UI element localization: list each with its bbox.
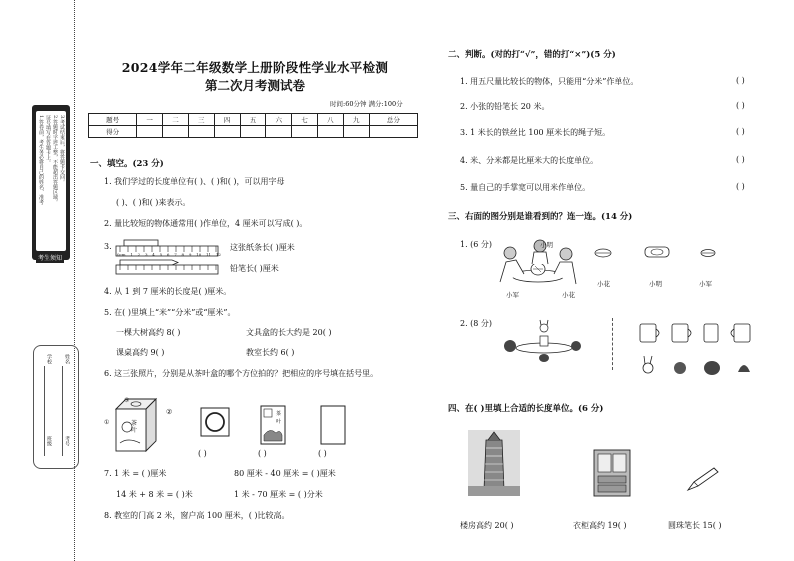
section1-heading: 一、填空。(23 分) [90, 159, 164, 169]
cut-line [74, 0, 75, 561]
question-2: 2. 量比较短的物体通常用( )作单位，4 厘米可以写成( )。 [104, 219, 308, 228]
table-cell: 二 [163, 114, 189, 126]
table-cell: 总分 [369, 114, 417, 126]
ruler-tick-label: 8 [181, 252, 185, 257]
judge-item-2: 2. 小张的铅笔长 20 米。 [460, 102, 550, 111]
question-4: 4. 从 1 到 7 厘米的长度是( )厘米。 [104, 287, 232, 296]
animals-table-scene [500, 320, 582, 362]
svg-text:茶: 茶 [276, 411, 282, 417]
score-cell[interactable] [292, 126, 318, 138]
pen-image [686, 466, 720, 492]
ruler-tick-label: 4 [152, 252, 155, 257]
score-table-row [89, 126, 418, 138]
question-7a2: 80 厘米 - 40 厘米 = ( )厘米 [234, 469, 336, 478]
tea-box-side-view [320, 405, 346, 445]
question-5a: 一棵大树高约 8( ) [116, 328, 181, 337]
view-a-label: 小花 [597, 280, 610, 288]
question-1a: 1. 我们学过的长度单位有( )、( )和( )，可以用字母 [104, 177, 285, 186]
notice-line: 3.考试结束后，将答题卡交回。 [59, 115, 65, 185]
score-table [88, 113, 418, 138]
ruler-tick-label: 10 [196, 252, 202, 257]
animals-row [640, 354, 760, 378]
judge-answer-2[interactable]: ( ) [736, 101, 745, 110]
building-image [468, 430, 520, 496]
binding-strip [0, 0, 86, 561]
label-xiaohua: 小花 [562, 291, 575, 299]
question-5c: 课桌高约 9( ) [116, 348, 165, 357]
question-3-pencil: 铅笔长( )厘米 [230, 264, 279, 273]
score-cell[interactable] [369, 126, 417, 138]
label-name: 姓名 [64, 354, 70, 364]
question-6: 6. 这三张照片，分别是从茶叶盒的哪个方位拍的？把相应的序号填在括号里。 [104, 369, 379, 378]
ruler-tick-label: 9 [188, 252, 192, 257]
view-b-shape [644, 244, 670, 260]
notice-box [32, 105, 70, 260]
question-1b: ( )、( )和( )来表示。 [116, 198, 191, 207]
ruler-tick-label: 5 [159, 252, 163, 257]
page-subtitle: 第二次月考测试卷 [204, 78, 305, 93]
label-xiaojun: 小军 [506, 291, 519, 299]
section2-heading: 二、判断。(对的打“√”，错的打“×”)(5 分) [448, 50, 616, 60]
caption-building: 楼房高约 20( ) [460, 521, 514, 530]
ruler-tick-label: 7 [174, 252, 177, 257]
divider [612, 318, 613, 370]
view-c-shape [700, 248, 716, 258]
question-3-strip: 这张纸条长( )厘米 [230, 243, 295, 252]
score-cell[interactable] [137, 126, 163, 138]
table-cell: 七 [292, 114, 318, 126]
label-school: 学校 [46, 354, 52, 364]
children-table-scene [488, 238, 578, 294]
ruler-tick-label: 11 [206, 252, 212, 257]
question-8: 8. 教室的门高 2 米，窗户高 100 厘米，( )比较高。 [104, 511, 290, 520]
tea-box-top-view [200, 407, 230, 437]
table-cell: 四 [214, 114, 240, 126]
ruler-tick-label: 0cm [117, 252, 126, 257]
score-cell[interactable] [240, 126, 266, 138]
question-3-number: 3. [104, 242, 112, 251]
box-mark-1: ① [104, 419, 110, 426]
page-title: 2024学年二年级数学上册阶段性学业水平检测 [121, 60, 389, 75]
score-cell[interactable] [318, 126, 344, 138]
section4-heading: 四、在( )里填上合适的长度单位。(6 分) [448, 404, 604, 414]
tea-box-front-view [260, 405, 286, 445]
table-cell: 三 [188, 114, 214, 126]
view-b-label: 小明 [649, 280, 662, 288]
question-7b2: 1 米 - 70 厘米 = ( )分米 [234, 490, 323, 499]
score-cell[interactable] [266, 126, 292, 138]
ruler-tick-label: 2 [137, 252, 141, 257]
view-3-answer[interactable]: ( ) [318, 449, 327, 458]
judge-answer-5[interactable]: ( ) [736, 182, 745, 191]
label-xiaoming: 小明 [540, 241, 553, 249]
question-5b: 文具盒的长大约是 20( ) [246, 328, 332, 337]
view-c-label: 小军 [699, 280, 712, 288]
cups-row [638, 322, 762, 344]
ruler-tick-label: 1 [130, 252, 133, 257]
time-score: 时间:60分钟 满分:100分 [330, 100, 403, 108]
table-cell: 得分 [89, 126, 137, 138]
question-5d: 教室长约 6( ) [246, 348, 295, 357]
question-7b1: 14 米 + 8 米 = ( )米 [116, 490, 193, 499]
ruler-tick-label: 12 [215, 252, 221, 257]
table-cell: 九 [343, 114, 369, 126]
table-cell: 八 [318, 114, 344, 126]
box-text: 茶叶 [131, 420, 138, 434]
notice-line: 1.答卷前，考生务必将自己的姓名、准考 [38, 115, 44, 205]
student-info-box [33, 345, 79, 469]
view-2-answer[interactable]: ( ) [258, 449, 267, 458]
ruler-tick-label: 6 [166, 252, 170, 257]
view-a-shape [594, 248, 612, 258]
table-cell: 题号 [89, 114, 137, 126]
svg-text:叶: 叶 [276, 419, 282, 425]
box-mark-3: ③ [124, 397, 130, 404]
box-mark-2: ② [166, 408, 173, 416]
wardrobe-image [590, 448, 634, 500]
judge-answer-1[interactable]: ( ) [736, 76, 745, 85]
score-cell[interactable] [163, 126, 189, 138]
score-cell[interactable] [214, 126, 240, 138]
ruler-tick-label: 3 [144, 252, 148, 257]
caption-pen: 圆珠笔长 15( ) [668, 521, 722, 530]
notice-line: 2.答题时字迹工整，不能超出答题区域。 [52, 115, 58, 205]
question-7a1: 7. 1 米 = ( )厘米 [104, 469, 167, 478]
label-class: 班级 [46, 436, 52, 446]
section3-q1: 1. (6 分) [460, 240, 493, 249]
judge-item-1: 1. 用五尺量比较长的物体，只能用“分米”作单位。 [460, 77, 639, 86]
table-cell: 六 [266, 114, 292, 126]
notice-line: 证号填写在答题卡上。 [45, 115, 51, 165]
judge-item-4: 4. 米、分米都是比厘米大的长度单位。 [460, 156, 599, 165]
score-cell[interactable] [188, 126, 214, 138]
score-table-row [89, 114, 418, 126]
table-cell: 一 [137, 114, 163, 126]
judge-answer-3[interactable]: ( ) [736, 127, 745, 136]
section3-heading: 三、右面的图分别是谁看到的？连一连。(14 分) [448, 212, 633, 222]
caption-wardrobe: 衣柜高约 19( ) [573, 521, 627, 530]
score-cell[interactable] [343, 126, 369, 138]
label-number: 考号 [64, 436, 70, 446]
section3-q2: 2. (8 分) [460, 319, 493, 328]
judge-item-5: 5. 量自己的手掌宽可以用米作单位。 [460, 183, 591, 192]
judge-answer-4[interactable]: ( ) [736, 155, 745, 164]
table-cell: 五 [240, 114, 266, 126]
view-1-answer[interactable]: ( ) [198, 449, 207, 458]
notice-title: 考生须知 [36, 252, 64, 263]
ruler-tick-labels [117, 252, 221, 258]
judge-item-3: 3. 1 米长的铁丝比 100 厘米长的绳子短。 [460, 128, 611, 137]
question-5: 5. 在( )里填上“米”“分米”或“厘米”。 [104, 308, 236, 317]
